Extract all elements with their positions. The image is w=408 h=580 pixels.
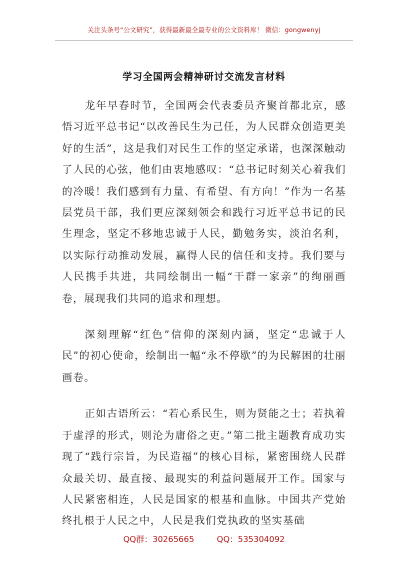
page-header-banner: 关注头条号“公文研究”，获得最新最全最专业的公文资料库！ 微信：gongwenyj (87, 26, 321, 34)
paragraph-2: 深刻理解“红色”信仰的深刻内涵，坚定“忠诚于人民”的初心使命，绘制出一幅“永不停歇”的为民解困的壮丽画卷。 (62, 329, 346, 384)
header-divider (55, 40, 353, 41)
paragraph-3: 正如古语所云：“若心系民生，则为贤能之士；若执着于虚浮的形式，则沦为庸俗之吏。”第二批主题教育成功实现了“践行宗旨，为民造福”的核心目标，紧密围绕人民群众最关切、最直接、最现实的利益问题展开工作。国家与人民紧密相连，人民是国家的根基和血脉。中国共产党始终扎根于人民之中，人民是我们党执政的坚实基础 (62, 408, 346, 528)
footer-qq-contact: QQ：535304092 (216, 534, 285, 544)
page-footer (0, 534, 408, 545)
document-title: 学习全国两会精神研讨交流发言材料 (122, 72, 286, 83)
footer-qq-group: QQ群：30265665 (123, 534, 195, 544)
document-body (62, 96, 346, 548)
paragraph-1: 龙年早春时节，全国两会代表委员齐聚首都北京，感悟习近平总书记“以改善民生为己任，为人民群众创造更美好的生活”，这是我们对民生工作的坚定承诺，也深深触动了人民的心弦，他们由衷地感叹：“总书记时刻关心着我们的冷暖！我们感到有力量、有希望、有方向！”作为一名基层党员干部，我们更应深刻领会和践行习近平总书记的民生理念，坚定不移地忠诚于人民，勤勉务实，淡泊名利，以实际行动推动发展，赢得人民的信任和支持。我们要与人民携手共进，共同绘制出一幅“干群一家亲”的绚丽画卷，展现我们共同的追求和理想。 (62, 100, 346, 305)
